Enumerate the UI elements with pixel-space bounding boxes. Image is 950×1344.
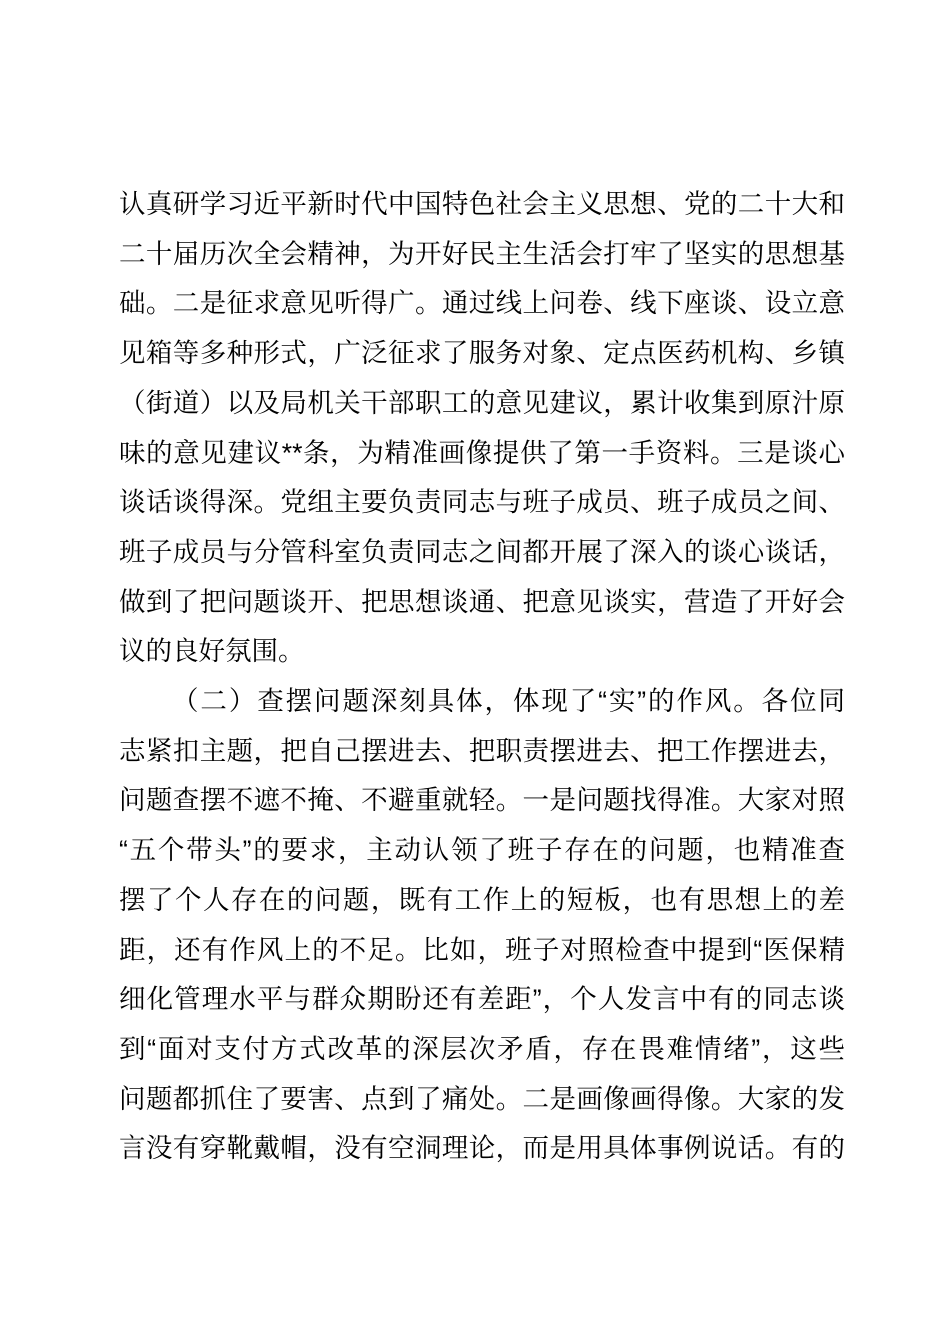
text-line: 味的意见建议**条，为精准画像提供了第一手资料。三是谈心 xyxy=(119,437,845,468)
text-line: （街道）以及局机关干部职工的意见建议，累计收集到原汁原 xyxy=(119,387,845,418)
text-line: 到“面对支付方式改革的深层次矛盾，存在畏难情绪”，这些 xyxy=(119,1033,845,1064)
text-line: 距，还有作风上的不足。比如，班子对照检查中提到“医保精 xyxy=(119,934,845,965)
text-line: 志紧扣主题，把自己摆进去、把职责摆进去、把工作摆进去， xyxy=(119,735,845,766)
text-line: 摆了个人存在的问题，既有工作上的短板，也有思想上的差 xyxy=(119,884,845,915)
text-line: 做到了把问题谈开、把思想谈通、把意见谈实，营造了开好会 xyxy=(119,586,845,617)
text-line: 言没有穿靴戴帽，没有空洞理论，而是用具体事例说话。有的 xyxy=(119,1133,845,1164)
text-line: 问题查摆不遮不掩、不避重就轻。一是问题找得准。大家对照 xyxy=(119,785,845,816)
text-line: （二）查摆问题深刻具体，体现了“实”的作风。各位同 xyxy=(172,686,845,717)
paragraph xyxy=(119,180,845,677)
document-body xyxy=(119,180,845,1174)
text-line: “五个带头”的要求，主动认领了班子存在的问题，也精准查 xyxy=(119,835,845,866)
text-line: 础。二是征求意见听得广。通过线上问卷、线下座谈、设立意 xyxy=(119,288,845,319)
text-line: 问题都抓住了要害、点到了痛处。二是画像画得像。大家的发 xyxy=(119,1083,845,1114)
text-line: 见箱等多种形式，广泛征求了服务对象、定点医药机构、乡镇 xyxy=(119,338,845,369)
text-line: 班子成员与分管科室负责同志之间都开展了深入的谈心谈话， xyxy=(119,536,845,567)
text-line: 二十届历次全会精神，为开好民主生活会打牢了坚实的思想基 xyxy=(119,238,845,269)
text-line: 议的良好氛围。 xyxy=(119,636,305,667)
text-line: 认真研学习近平新时代中国特色社会主义思想、党的二十大和 xyxy=(119,189,845,219)
paragraph xyxy=(119,677,845,1174)
text-line: 细化管理水平与群众期盼还有差距”，个人发言中有的同志谈 xyxy=(119,984,845,1015)
text-line: 谈话谈得深。党组主要负责同志与班子成员、班子成员之间、 xyxy=(119,487,845,518)
